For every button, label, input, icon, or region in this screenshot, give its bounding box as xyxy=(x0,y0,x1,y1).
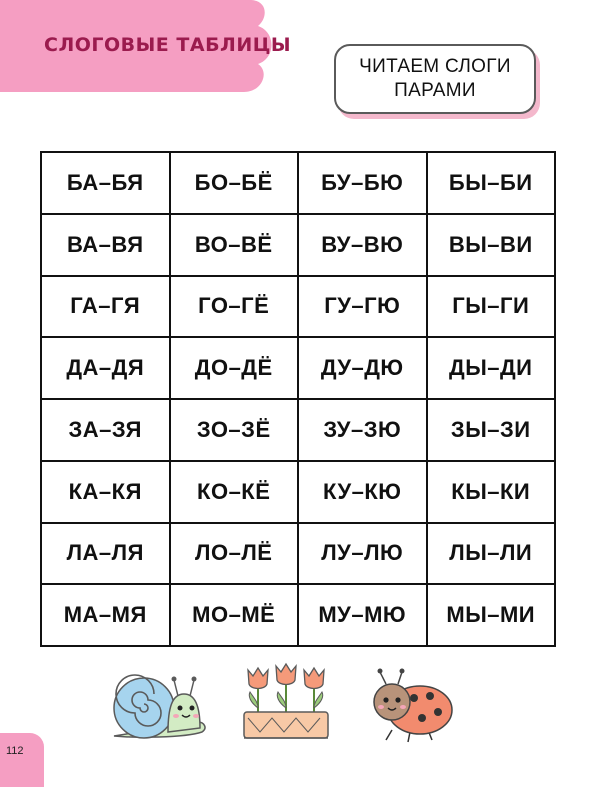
syllable-cell: ГО–ГЁ xyxy=(170,276,299,338)
snail-icon xyxy=(104,668,210,744)
syllable-cell: ГА–ГЯ xyxy=(41,276,170,338)
table-row xyxy=(41,461,555,523)
instruction-box xyxy=(334,44,536,114)
syllable-cell: МА–МЯ xyxy=(41,584,170,646)
table-row xyxy=(41,584,555,646)
syllable-cell: ЛЫ–ЛИ xyxy=(427,523,556,585)
syllable-table xyxy=(40,151,556,647)
syllable-cell: ВО–ВЁ xyxy=(170,214,299,276)
page-number-tab xyxy=(0,733,44,787)
syllable-cell: ЗА–ЗЯ xyxy=(41,399,170,461)
syllable-cell: ЛА–ЛЯ xyxy=(41,523,170,585)
table-row xyxy=(41,276,555,338)
syllable-cell: ЗО–ЗЁ xyxy=(170,399,299,461)
syllable-cell: КА–КЯ xyxy=(41,461,170,523)
table-row xyxy=(41,337,555,399)
instruction-line-2: ПАРАМИ xyxy=(394,80,476,101)
syllable-cell: ДЫ–ДИ xyxy=(427,337,556,399)
syllable-cell: ДО–ДЁ xyxy=(170,337,299,399)
syllable-cell: ЗЫ–ЗИ xyxy=(427,399,556,461)
tulips-icon xyxy=(240,658,332,744)
syllable-cell: ЛО–ЛЁ xyxy=(170,523,299,585)
page-number: 112 xyxy=(6,745,24,757)
ladybug-icon xyxy=(370,666,456,746)
syllable-cell: МЫ–МИ xyxy=(427,584,556,646)
syllable-cell: ГЫ–ГИ xyxy=(427,276,556,338)
syllable-cell: КО–КЁ xyxy=(170,461,299,523)
instruction-line-1: ЧИТАЕМ СЛОГИ xyxy=(359,56,511,77)
syllable-cell: БА–БЯ xyxy=(41,152,170,214)
syllable-cell: МО–МЁ xyxy=(170,584,299,646)
page-title: СЛОГОВЫЕ ТАБЛИЦЫ xyxy=(44,34,292,56)
syllable-cell: ДУ–ДЮ xyxy=(298,337,427,399)
table-row xyxy=(41,214,555,276)
syllable-cell: КЫ–КИ xyxy=(427,461,556,523)
table-row xyxy=(41,399,555,461)
table-row xyxy=(41,152,555,214)
syllable-cell: ДА–ДЯ xyxy=(41,337,170,399)
syllable-cell: БЫ–БИ xyxy=(427,152,556,214)
syllable-cell: ВУ–ВЮ xyxy=(298,214,427,276)
syllable-cell: КУ–КЮ xyxy=(298,461,427,523)
syllable-cell: БО–БЁ xyxy=(170,152,299,214)
syllable-cell: ВЫ–ВИ xyxy=(427,214,556,276)
syllable-cell: ВА–ВЯ xyxy=(41,214,170,276)
syllable-cell: БУ–БЮ xyxy=(298,152,427,214)
table-row xyxy=(41,523,555,585)
syllable-cell: ЛУ–ЛЮ xyxy=(298,523,427,585)
syllable-cell: ЗУ–ЗЮ xyxy=(298,399,427,461)
syllable-cell: МУ–МЮ xyxy=(298,584,427,646)
syllable-cell: ГУ–ГЮ xyxy=(298,276,427,338)
